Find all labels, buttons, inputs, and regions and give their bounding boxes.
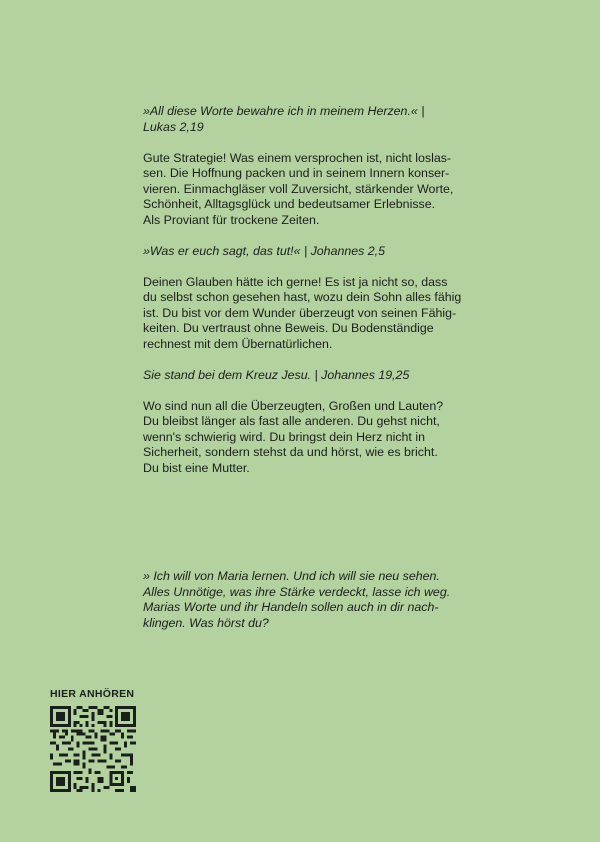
- quote-johannes-19: [143, 368, 463, 384]
- text-line: Als Proviant für trockene Zeiten.: [143, 212, 320, 227]
- quote-line: »Was er euch sagt, das tut!« | Johannes 2,5: [143, 243, 386, 258]
- listen-label: HIER ANHÖREN: [50, 688, 135, 700]
- text-line: du selbst schon gesehen hast, wozu dein Sohn alles fähig: [143, 290, 462, 304]
- text-line: wenn's schwierig wird. Du bringst dein Herz nicht in: [143, 429, 425, 444]
- text-line: sen. Die Hoffnung packen und in seinem Innern konser-: [143, 166, 450, 180]
- closing-line: klingen. Was hörst du?: [143, 615, 269, 630]
- text-line: Schönheit, Alltagsglück und bedeutsamer Erlebnisse.: [143, 197, 436, 211]
- text-line: keiten. Du vertraust ohne Beweis. Du Bodenständige: [143, 321, 434, 335]
- closing-line: Alles Unnötige, was ihre Stärke verdeckt, lasse ich weg.: [143, 584, 451, 599]
- text-line: ist. Du bist vor dem Wunder überzeugt von seinen Fähig-: [143, 305, 457, 320]
- text-line: rechnest mit dem Übernatürlichen.: [143, 336, 333, 351]
- quote-line: Sie stand bei dem Kreuz Jesu. | Johannes 19,25: [143, 367, 410, 382]
- text-line: Du bleibst länger als fast alle anderen. Du gehst nicht,: [143, 414, 440, 428]
- paragraph: [143, 399, 463, 477]
- section-3: [143, 368, 463, 477]
- closing-line: Marias Worte und ihr Handeln sollen auch in dir nach-: [143, 600, 439, 614]
- main-text: [143, 104, 463, 492]
- text-line: Sicherheit, sondern stehst da und hörst, wie es bricht.: [143, 445, 438, 459]
- section-2: [143, 244, 463, 353]
- section-1: [143, 104, 463, 228]
- quote-lukas: [143, 104, 463, 135]
- text-line: Du bist eine Mutter.: [143, 460, 250, 475]
- text-line: vieren. Einmachgläser voll Zuversicht, stärkender Worte,: [143, 181, 454, 196]
- quote-johannes-2: [143, 244, 463, 260]
- quote-line: Lukas 2,19: [143, 119, 204, 134]
- text-line: Gute Strategie! Was einem versprochen ist, nicht loslas-: [143, 150, 452, 165]
- text-line: Wo sind nun all die Überzeugten, Großen und Lauten?: [143, 398, 444, 413]
- quote-line: »All diese Worte bewahre ich in meinem Herzen.« |: [143, 104, 425, 118]
- qr-code-icon[interactable]: [50, 706, 136, 792]
- closing-line: » Ich will von Maria lernen. Und ich will sie neu sehen.: [143, 569, 440, 583]
- paragraph: [143, 275, 463, 353]
- closing-reflection: [143, 569, 463, 631]
- paragraph: [143, 151, 463, 229]
- text-line: Deinen Glauben hätte ich gerne! Es ist ja nicht so, dass: [143, 274, 448, 289]
